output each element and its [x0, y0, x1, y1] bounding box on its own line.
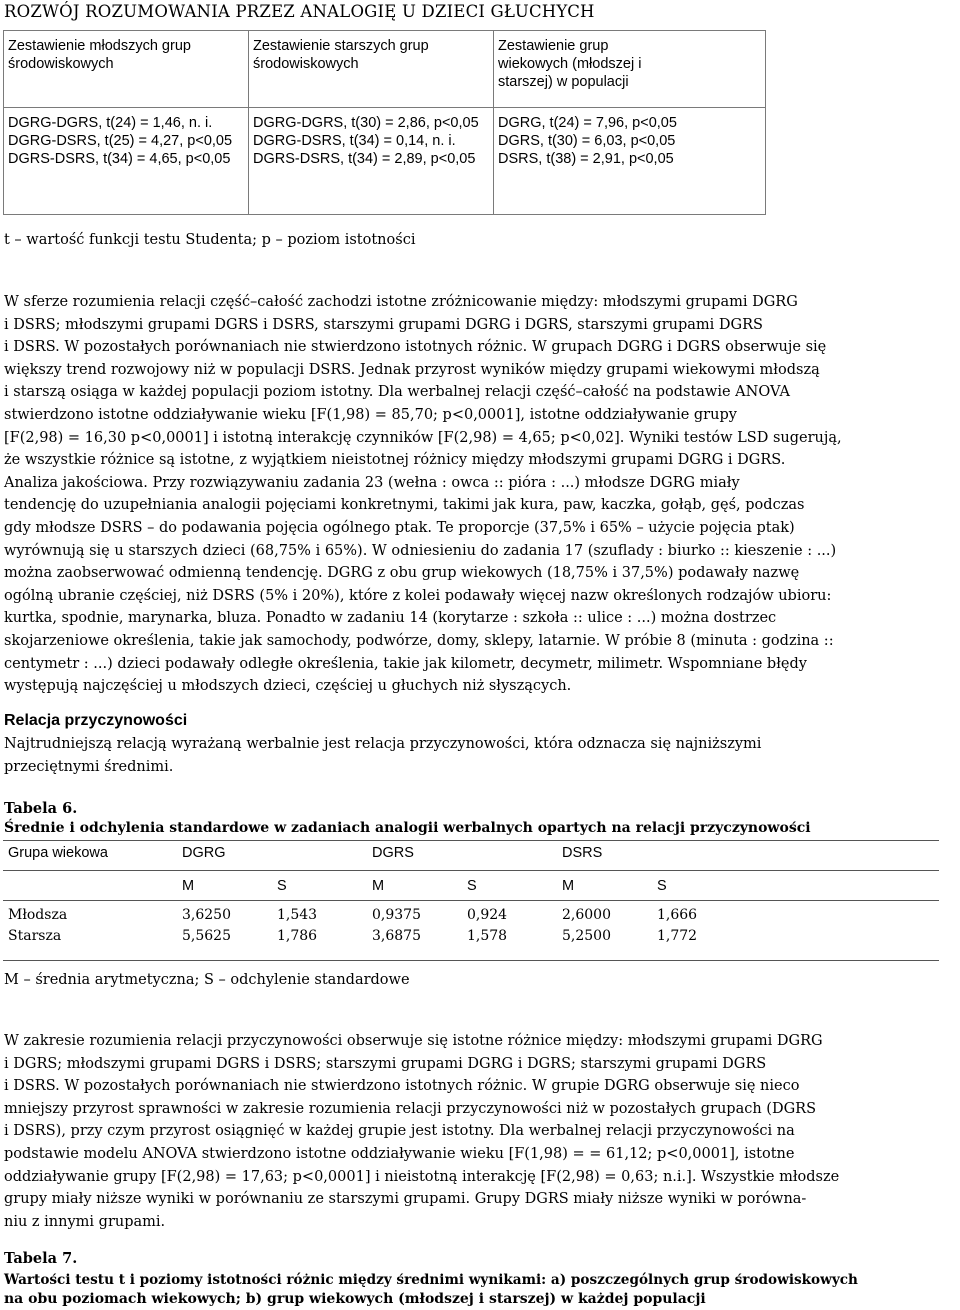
text-line: stwierdzono istotne oddziaływanie wieku [F(1,98) = 85,70; p<0,0001], istotne oddziaływanie grupy — [4, 406, 737, 423]
text-line: skojarzeniowe określenia, takie jak samochody, podwórze, domy, sklepy, latarnie. W próbie 8 (minuta : godzina :: — [4, 632, 834, 649]
text-line: Analiza jakościowa. Przy rozwiązywaniu zadania 23 (wełna : owca :: pióra : ...) młodsze DGRG miały — [4, 474, 740, 491]
table-subheader-cell: M — [372, 878, 385, 894]
title-line: na obu poziomach wiekowych; b) grup wiekowych (młodszej i starszej) w każdej populacji — [4, 1291, 706, 1307]
stat-line: DGRG-DGRS, t(30) = 2,86, p<0,05 — [253, 115, 479, 131]
text-line: ogólną ubranie częściej, niż DSRS (5% i 20%), które z kolei podawały więcej nazw określonych rodzajów ubioru: — [4, 587, 832, 604]
stat-line: DGRG-DSRS, t(34) = 0,14, n. i. — [253, 133, 456, 149]
stat-line: DGRS, t(30) = 6,03, p<0,05 — [498, 133, 676, 149]
text-line: [F(2,98) = 16,30 p<0,0001] i istotną interakcję czynników [F(2,98) = 4,65; p<0,02]. Wyniki testów LSD sugerują, — [4, 429, 842, 446]
table-cell: 0,924 — [467, 907, 508, 923]
table-rule — [3, 840, 939, 841]
table-5 — [3, 30, 766, 215]
table-cell: 1,666 — [657, 907, 698, 923]
table-6-label: Tabela 6. — [4, 800, 78, 817]
stat-line: DGRG-DSRS, t(25) = 4,27, p<0,05 — [8, 133, 233, 149]
table-row — [4, 108, 766, 215]
table-6-note: M – średnia arytmetyczna; S – odchylenie standardowe — [4, 972, 410, 988]
text-line: i starszą osiąga w każdej populacji poziom istotny. Dla werbalnej relacji część–całość na podstawie ANOVA — [4, 384, 790, 401]
table-cell: 5,2500 — [562, 928, 611, 944]
stat-line: DSRS, t(38) = 2,91, p<0,05 — [498, 151, 674, 167]
table-header-cell: DSRS — [562, 845, 603, 861]
table-header-cell: Zestawienie starszych grup środowiskowych — [249, 31, 494, 108]
section-heading: Relacja przyczynowości — [4, 712, 188, 729]
text-line: i DSRS), przy czym przyrost osiągnięć w każdej grupie jest istotny. Dla werbalnej relacji przyczynowości na — [4, 1123, 795, 1140]
table-cell: 3,6250 — [182, 907, 231, 923]
table-cell: 1,578 — [467, 928, 508, 944]
paragraph-causality-intro — [4, 733, 952, 778]
paragraph-causality-results — [4, 1030, 952, 1233]
text-line: większy trend rozwojowy niż w populacji DSRS. Jednak przyrost wyników między grupami wiekowymi młodszą — [4, 361, 820, 378]
table-cell: 1,786 — [277, 928, 318, 944]
stat-line: DGRG-DGRS, t(24) = 1,46, n. i. — [8, 115, 213, 131]
text-line: można zaobserwować odmienną tendencję. DGRG z obu grup wiekowych (18,75% i 37,5%) podawały nazwę — [4, 565, 800, 582]
table-row-label: Młodsza — [8, 907, 68, 923]
table-cell — [249, 108, 494, 215]
text-line: centymetr : ...) dzieci podawały odległe określenia, takie jak kilometr, decymetr, milimetr. Wspomniane błędy — [4, 655, 807, 672]
table-cell: 5,5625 — [182, 928, 231, 944]
table-cell — [4, 108, 249, 215]
text-line: że wszystkie różnice są istotne, z wyjątkiem nieistotnej różnicy między młodszymi grupami DGRG i DGRS. — [4, 452, 786, 469]
table-cell: 1,543 — [277, 907, 318, 923]
stat-line: DGRG, t(24) = 7,96, p<0,05 — [498, 115, 677, 131]
table-header-cell: Grupa wiekowa — [8, 845, 108, 861]
text-line: przeciętnymi średnimi. — [4, 758, 174, 775]
running-head: ROZWÓJ ROZUMOWANIA PRZEZ ANALOGIĘ U DZIECI GŁUCHYCH — [4, 2, 595, 21]
table-header-cell: DGRS — [372, 845, 414, 861]
table-subheader-cell: S — [657, 878, 667, 894]
table-cell: 1,772 — [657, 928, 698, 944]
table-rule — [3, 900, 939, 901]
table-header-cell: Zestawienie młodszych grup środowiskowych — [4, 31, 249, 108]
table-subheader-cell: S — [277, 878, 287, 894]
table-7-title — [4, 1271, 960, 1309]
table-5-note: t – wartość funkcji testu Studenta; p – poziom istotności — [4, 232, 416, 248]
table-row-label: Starsza — [8, 928, 62, 944]
table-cell: 0,9375 — [372, 907, 421, 923]
paragraph-part-whole — [4, 291, 952, 698]
text-line: mniejszy przyrost sprawności w zakresie rozumienia relacji przyczynowości niż w pozostałych grupach (DGRS — [4, 1100, 816, 1117]
text-line: występują najczęściej u młodszych dzieci, częściej u głuchych niż słyszących. — [4, 678, 572, 695]
text-line: podstawie modelu ANOVA stwierdzono istotne oddziaływanie wieku [F(1,98) = = 61,12; p<0,0001], istotne — [4, 1145, 795, 1162]
table-subheader-cell: S — [467, 878, 477, 894]
text-line: W sferze rozumienia relacji część–całość zachodzi istotne zróżnicowanie między: młodszymi grupami DGRG — [4, 294, 798, 310]
text-line: niu z innymi grupami. — [4, 1213, 166, 1230]
stat-line: DGRS-DSRS, t(34) = 2,89, p<0,05 — [253, 151, 476, 167]
text-line: W zakresie rozumienia relacji przyczynowości obserwuje się istotne różnice między: młodszymi grupami DGRG — [4, 1033, 823, 1049]
text-line: grupy miały niższe wyniki w porównaniu ze starszymi grupami. Grupy DGRS miały niższe wyniki w porówna- — [4, 1191, 807, 1208]
table-6-title: Średnie i odchylenia standardowe w zadaniach analogii werbalnych opartych na relacji przyczynowości — [4, 820, 811, 836]
text-line: i DGRS; młodszymi grupami DGRS i DSRS; starszymi grupami DGRG i DGRS; starszymi grupami DGRS — [4, 1055, 767, 1072]
table-header-cell — [494, 31, 766, 108]
table-rule — [3, 960, 939, 961]
table-cell: 2,6000 — [562, 907, 611, 923]
table-rule — [3, 870, 939, 871]
table-header-text: Zestawienie grup wiekowych (młodszej i starszej) w populacji — [498, 38, 642, 90]
title-line: Wartości testu t i poziomy istotności różnic między średnimi wynikami: a) poszczególnych grup środowiskowych — [4, 1272, 858, 1288]
table-cell — [494, 108, 766, 215]
table-subheader-cell: M — [182, 878, 195, 894]
text-line: Najtrudniejszą relacją wyrażaną werbalnie jest relacja przyczynowości, która odznacza się najniższymi — [4, 736, 762, 752]
text-line: gdy młodsze DSRS – do podawania pojęcia ogólnego ptak. Te proporcje (37,5% i 65% – użycie pojęcia ptak) — [4, 519, 795, 536]
text-line: oddziaływanie grupy [F(2,98) = 17,63; p<0,0001] i nieistotną interakcję [F(2,98) = 0,63; n.i.]. Wszystkie młodsze — [4, 1168, 840, 1185]
table-header-cell: DGRG — [182, 845, 226, 861]
table-header-row — [4, 31, 766, 108]
text-line: i DSRS; młodszymi grupami DGRS i DSRS, starszymi grupami DGRG i DGRS, starszymi grupami DGRS — [4, 316, 763, 333]
table-7-label: Tabela 7. — [4, 1250, 78, 1267]
text-line: kurtka, spodnie, marynarka, bluza. Ponadto w zadaniu 14 (korytarze : szkoła :: ulice : ...) można dostrzec — [4, 610, 777, 627]
stat-line: DGRS-DSRS, t(34) = 4,65, p<0,05 — [8, 151, 231, 167]
table-subheader-cell: M — [562, 878, 575, 894]
text-line: tendencję do uzupełniania analogii pojęciami konkretnymi, takimi jak kura, paw, kaczka, gołąb, gęś, podczas — [4, 497, 805, 514]
table-cell: 3,6875 — [372, 928, 421, 944]
text-line: i DSRS. W pozostałych porównaniach nie stwierdzono istotnych różnic. W grupach DGRG i DGRS obserwuje się — [4, 339, 827, 356]
text-line: wyrównują się u starszych dzieci (68,75% i 65%). W odniesieniu do zadania 17 (szuflady : biurko :: kieszenie : ...) — [4, 542, 837, 559]
text-line: i DSRS. W pozostałych porównaniach nie stwierdzono istotnych różnic. W grupie DGRG obserwuje się nieco — [4, 1078, 800, 1095]
